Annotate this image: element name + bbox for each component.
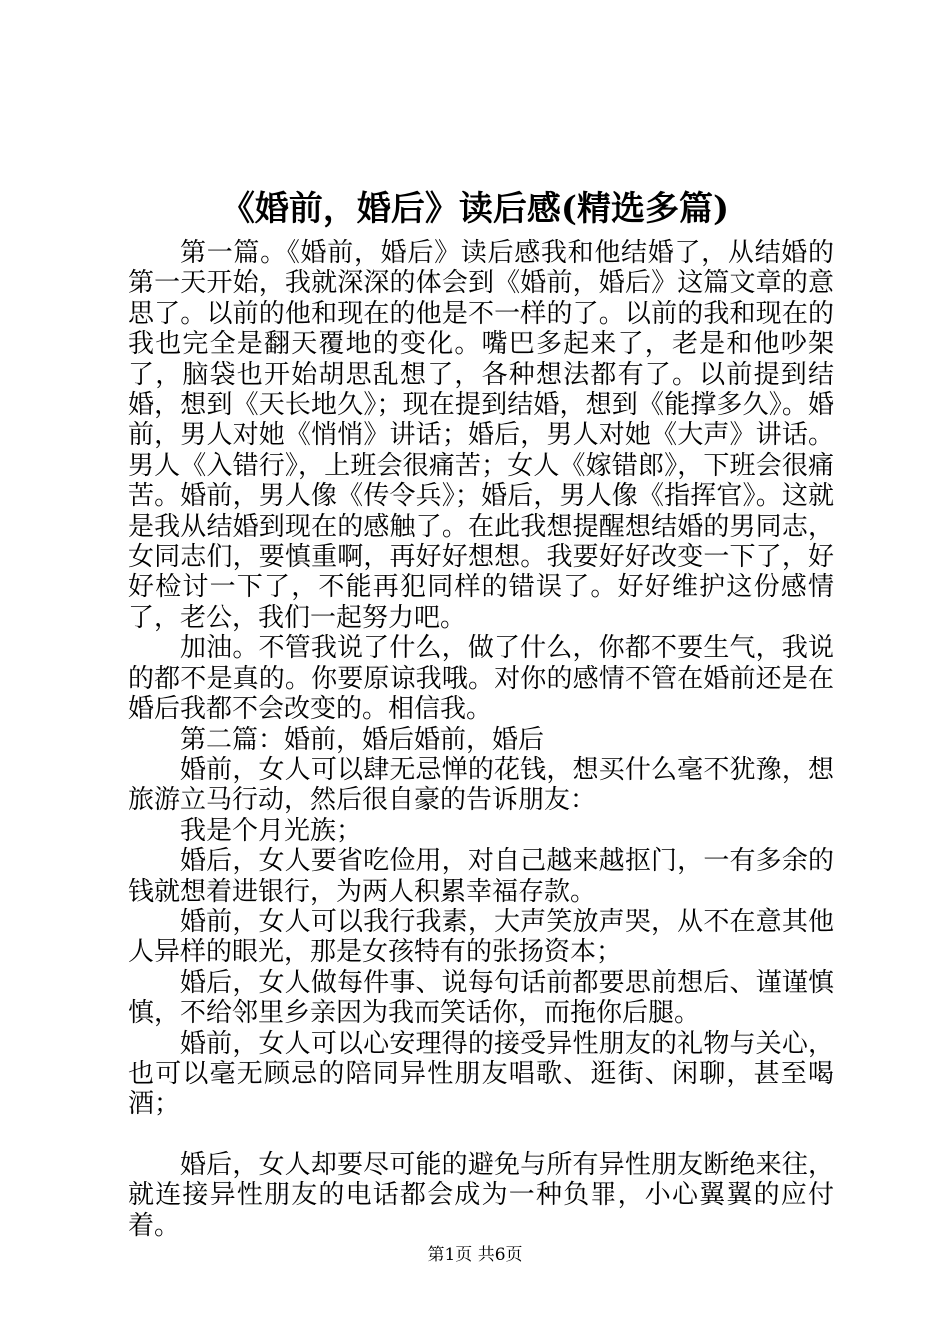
document-body <box>128 238 834 1241</box>
paragraph-3: 第二篇：婚前，婚后婚前，婚后 <box>180 724 545 755</box>
paragraph-7: 婚前，女人可以我行我素，大声笑放声哭，从不在意其他人异样的眼光，那是女孩特有的张扬资本； <box>128 906 834 968</box>
paragraph-2: 加油。不管我说了什么，做了什么，你都不要生气，我说的都不是真的。你要原谅我哦。对你的感情不管在婚前还是在婚后我都不会改变的。相信我。 <box>128 633 834 725</box>
paragraph-5: 我是个月光族； <box>180 815 363 846</box>
paragraph-1: 第一篇。《婚前，婚后》读后感我和他结婚了，从结婚的第一天开始，我就深深的体会到《婚前，婚后》这篇文章的意思了。以前的他和现在的他是不一样的了。以前的我和现在的我也完全是翻天覆地的变化。嘴巴多起来了，老是和他吵架了，脑袋也开始胡思乱想了，各种想法都有了。以前提到结婚，想到《天长地久》；现在提到结婚，想到《能撑多久》。婚前，男人对她《悄悄》讲话；婚后，男人对她《大声》讲话。男人《入错行》，上班会很痛苦；女人《嫁错郎》，下班会很痛苦。婚前，男人像《传令兵》；婚后，男人像《指挥官》。这就是我从结婚到现在的感触了。在此我想提醒想结婚的男同志，女同志们，要慎重啊，再好好想想。我要好好改变一下了，好好检讨一下了，不能再犯同样的错误了。好好维护这份感情了，老公，我们一起努力吧。 <box>128 238 834 633</box>
document-title: 《婚前，婚后》读后感(精选多篇) <box>220 189 730 229</box>
paragraph-6: 婚后，女人要省吃俭用，对自己越来越抠门，一有多余的钱就想着进银行，为两人积累幸福存款。 <box>128 846 834 907</box>
paragraph-8: 婚后，女人做每件事、说每句话前都要思前想后、谨谨慎慎，不给邻里乡亲因为我而笑话你，而拖你后腿。 <box>128 967 834 1029</box>
paragraph-9: 婚前，女人可以心安理得的接受异性朋友的礼物与关心，也可以毫无顾忌的陪同异性朋友唱歌、逛街、闲聊，甚至喝酒； <box>128 1028 834 1120</box>
paragraph-10: 婚后，女人却要尽可能的避免与所有异性朋友断绝来往，就连接异性朋友的电话都会成为一种负罪，小心翼翼的应付着。 <box>128 1149 834 1241</box>
page-footer: 第1页 共6页 <box>427 1245 523 1265</box>
paragraph-spacer <box>128 1120 834 1150</box>
paragraph-4: 婚前，女人可以肆无忌惮的花钱，想买什么毫不犹豫，想旅游立马行动，然后很自豪的告诉朋友： <box>128 754 834 816</box>
